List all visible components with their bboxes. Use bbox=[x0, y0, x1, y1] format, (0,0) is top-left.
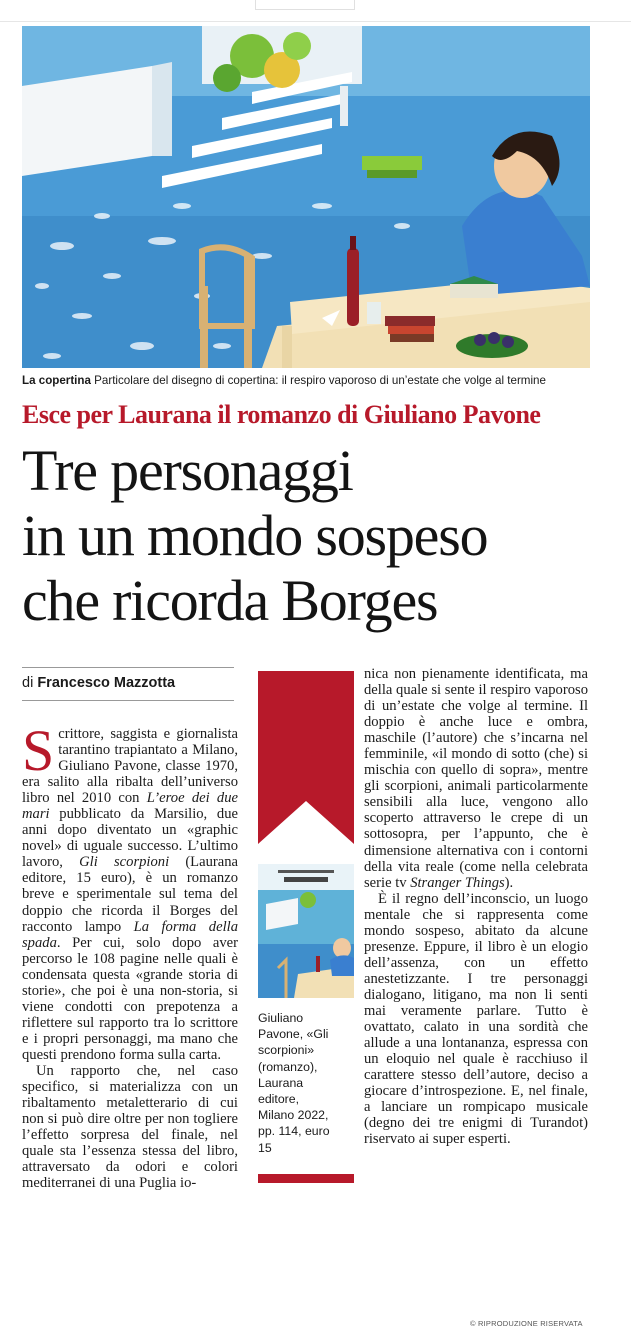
book-info-red-bar bbox=[258, 1174, 354, 1183]
paragraph: È il regno dell’inconscio, un luogo mentale che si rappresenta come mondo sospeso, abitato da alcune presenze. Eppure, il libro è un elogio dell’assenza, con un effetto anestetizzante. I tre personaggi dialogano, litigano, ma non li senti mai veramente parlare. Tutto è ovattato, calato in una sordità che allude a una lontananza, espressa con un eloquio nel quale è racchiuso il carattere stesso dell’autore, deciso a giocare d’introspezione. E, nel finale, a lanciare un rompicapo musicale (degno dei tre enigmi di Turandot) riservato ai super esperti. bbox=[364, 890, 588, 1148]
series-title: Stranger Things bbox=[410, 874, 505, 891]
book-info-line: 15 bbox=[258, 1140, 272, 1155]
caption-label: La copertina bbox=[22, 374, 91, 387]
paragraph: nica non pienamente identificata, ma della quale si sente il respiro vaporoso di un’estate che volge al termine. Il doppio è anche luce e ombra, maschile (l’autore) che s’incarna nel femminile, «il mondo di sotto (che) si mischia con quello di sopra», mentre gli scorpioni, animali particolarmente sensibili alla luce, vengono allo scoperto attraverso le crepe di un sottosopra, per l’appunto, che è dimensione alternativa con i contorni della vita reale (come nella celebrata serie tv Stranger Things). bbox=[364, 666, 588, 891]
book-info-line: Giuliano bbox=[258, 1011, 304, 1025]
story-title: La forma della spada bbox=[22, 918, 238, 951]
book-info-line: Milano 2022, bbox=[258, 1108, 329, 1123]
headline-line-3: che ricorda Borges bbox=[22, 568, 438, 633]
headline-line-1: Tre personaggi bbox=[22, 438, 353, 503]
top-tab-marks bbox=[255, 0, 355, 10]
byline bbox=[22, 673, 175, 693]
drop-cap: S bbox=[22, 718, 55, 783]
headline bbox=[22, 438, 612, 633]
book-info-line: Pavone, «Gli bbox=[258, 1027, 329, 1042]
book-info-line: (romanzo), bbox=[258, 1059, 318, 1074]
copyright-notice: © RIPRODUZIONE RISERVATA bbox=[470, 1319, 583, 1328]
paragraph: Un rapporto che, nel caso specifico, si materializza con un ribaltamento metaletterario di cui non si può dire oltre per non togliere l’effetto sorpresa del finale, nel quale sta l’essenza stessa del libro, attraversato da odori e colori mediterranei di una Puglia io- bbox=[22, 1062, 238, 1192]
book-info-line: scorpioni» bbox=[258, 1043, 315, 1058]
caption-text: Particolare del disegno di copertina: il respiro vaporoso di un’estate che volge al termine bbox=[94, 374, 546, 387]
book-info-line: Laurana bbox=[258, 1075, 304, 1090]
book-info bbox=[258, 1010, 354, 1156]
red-ribbon-decoration bbox=[258, 671, 354, 844]
book-info-line: editore, bbox=[258, 1092, 300, 1107]
book-title: L’eroe dei due mari bbox=[22, 790, 238, 823]
paragraph: Scrittore, saggista e giornalista tarantino trapiantato a Milano, Giuliano Pavone, classe 1970, era salito alla ribalta dell’universo libro nel 2010 con L’eroe dei due mari pubblicato da Marsilio, due anni dopo diventato un «graphic novel» di uguale successo. L’ultimo lavoro, Gli scorpioni (Laurana editore, 15 euro), è un romanzo breve e sperimentale sul tema del doppio che ricorda il Borges del racconto lampo La forma della spada. Per cui, solo dopo aver percorso le 108 pagine nelle quali è condensata questa «grande storia di storie», che poi è una non-storia, si viene condotti con prepotenza a riflettere sul rapporto tra lo scrittore e i propri personaggi, ma mano che questi prendono forma sulla carta. bbox=[22, 718, 238, 1063]
article-column-1 bbox=[22, 718, 238, 1192]
cover-illustration bbox=[22, 26, 590, 368]
byline-author: Francesco Mazzotta bbox=[37, 675, 176, 691]
byline-rule-bottom bbox=[22, 700, 234, 701]
book-info-line: pp. 114, euro bbox=[258, 1124, 330, 1139]
headline-line-2: in un mondo sospeso bbox=[22, 503, 488, 568]
book-title: Gli scorpioni bbox=[79, 854, 170, 871]
page-top-strip bbox=[0, 0, 631, 22]
article-column-3 bbox=[364, 666, 588, 1147]
image-caption bbox=[22, 373, 602, 389]
byline-rule-top bbox=[22, 667, 234, 668]
byline-prefix: di bbox=[22, 675, 34, 691]
book-cover-image bbox=[258, 864, 354, 998]
kicker: Esce per Laurana il romanzo di Giuliano Pavone bbox=[22, 400, 541, 429]
